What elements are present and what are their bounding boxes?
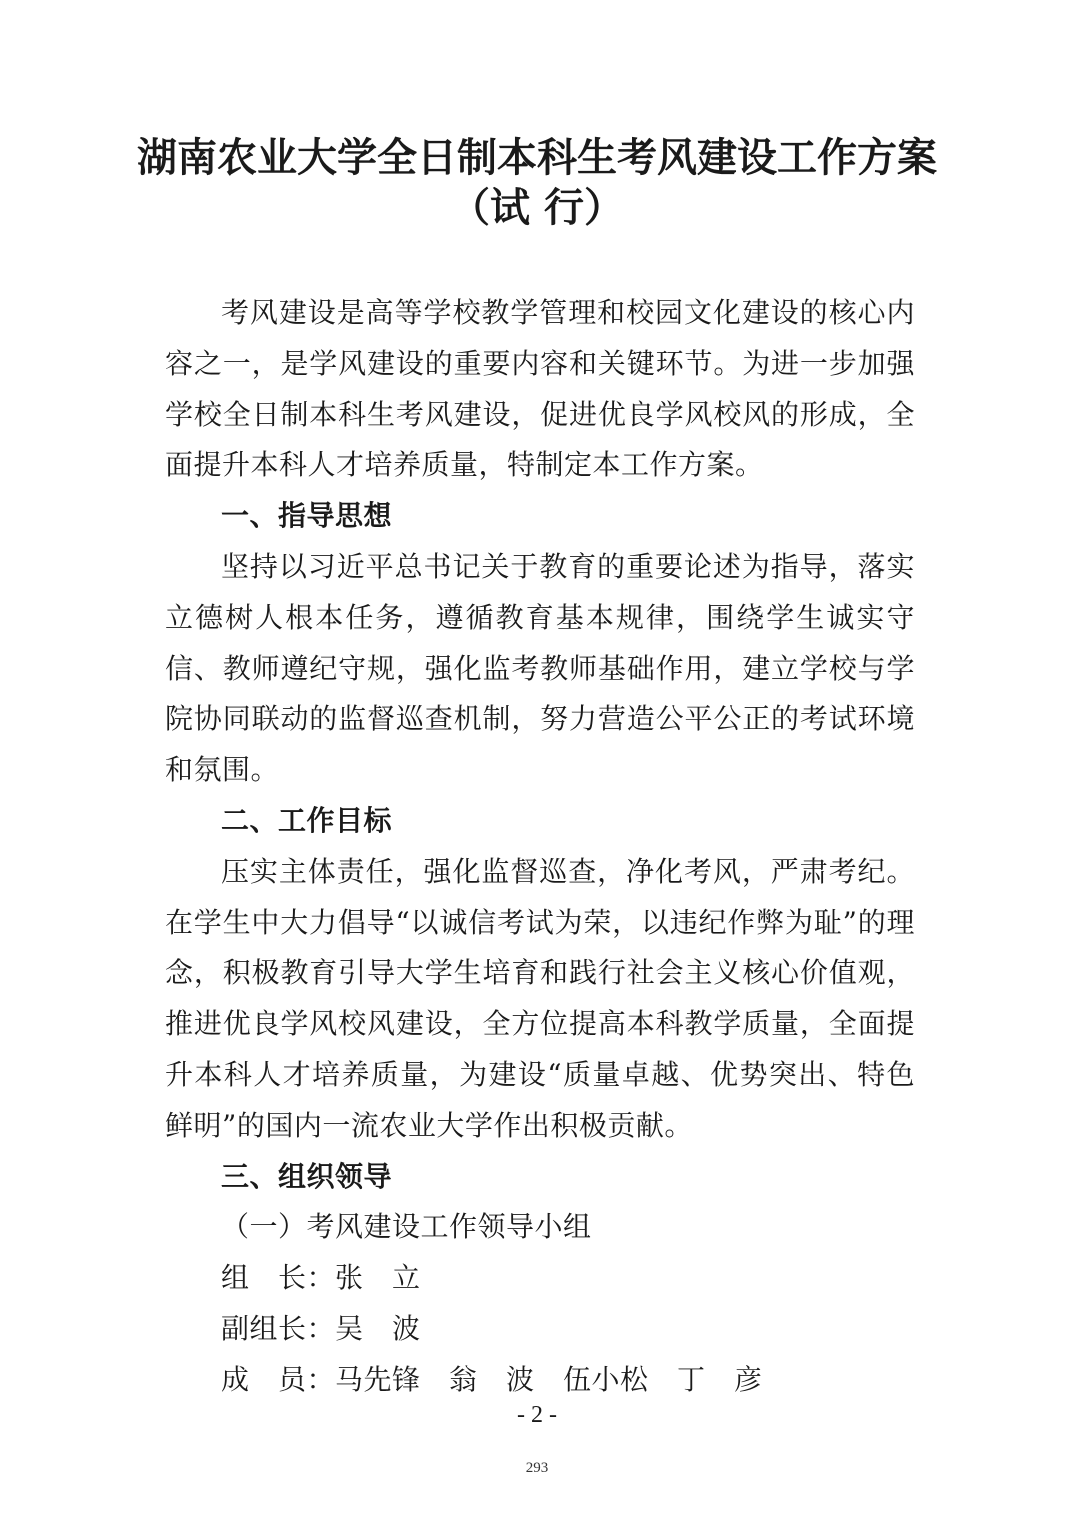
sequence-number: 293 bbox=[525, 1460, 549, 1476]
section-paragraph-guiding-ideology: 坚持以习近平总书记关于教育的重要论述为指导，落实立德树人根本任务，遵循教育基本规律，围绕学生诚实守信、教师遵纪守规，强化监考教师基础作用，建立学校与学院协同联动的监督巡查机制，努力营造公平公正的考试环境和氛围。 bbox=[165, 549, 915, 787]
section-heading-guiding-ideology: 一、指导思想 bbox=[221, 499, 393, 533]
section-heading-organization: 三、组织领导 bbox=[221, 1159, 393, 1193]
document-body bbox=[165, 288, 915, 1406]
subsection-heading-leading-group: （一）考风建设工作领导小组 bbox=[221, 1210, 592, 1244]
page-number: - 2 - bbox=[517, 1402, 557, 1428]
section-paragraph-work-goals: 压实主体责任，强化监督巡查，净化考风，严肃考纪。在学生中大力倡导“以诚信考试为荣，以违纪作弊为耻”的理念，积极教育引导大学生培育和践行社会主义核心价值观，推进优良学风校风建设，全方位提高本科教学质量，全面提升本科人才培养质量，为建设“质量卓越、优势突出、特色鲜明”的国内一流农业大学作出积极贡献。 bbox=[165, 854, 915, 1142]
intro-paragraph: 考风建设是高等学校教学管理和校园文化建设的核心内容之一，是学风建设的重要内容和关键环节。为进一步加强学校全日制本科生考风建设，促进优良学风校风的形成，全面提升本科人才培养质量，特制定本工作方案。 bbox=[165, 296, 915, 482]
section-heading-work-goals: 二、工作目标 bbox=[221, 803, 393, 837]
leader-line: 组 长：张 立 bbox=[221, 1261, 421, 1295]
members-line: 成 员：马先锋 翁 波 伍小松 丁 彦 bbox=[221, 1362, 763, 1396]
document-subtitle: （试 行） bbox=[450, 185, 624, 231]
document-title: 湖南农业大学全日制本科生考风建设工作方案 bbox=[137, 135, 937, 181]
deputy-leader-line: 副组长：吴 波 bbox=[221, 1311, 421, 1345]
